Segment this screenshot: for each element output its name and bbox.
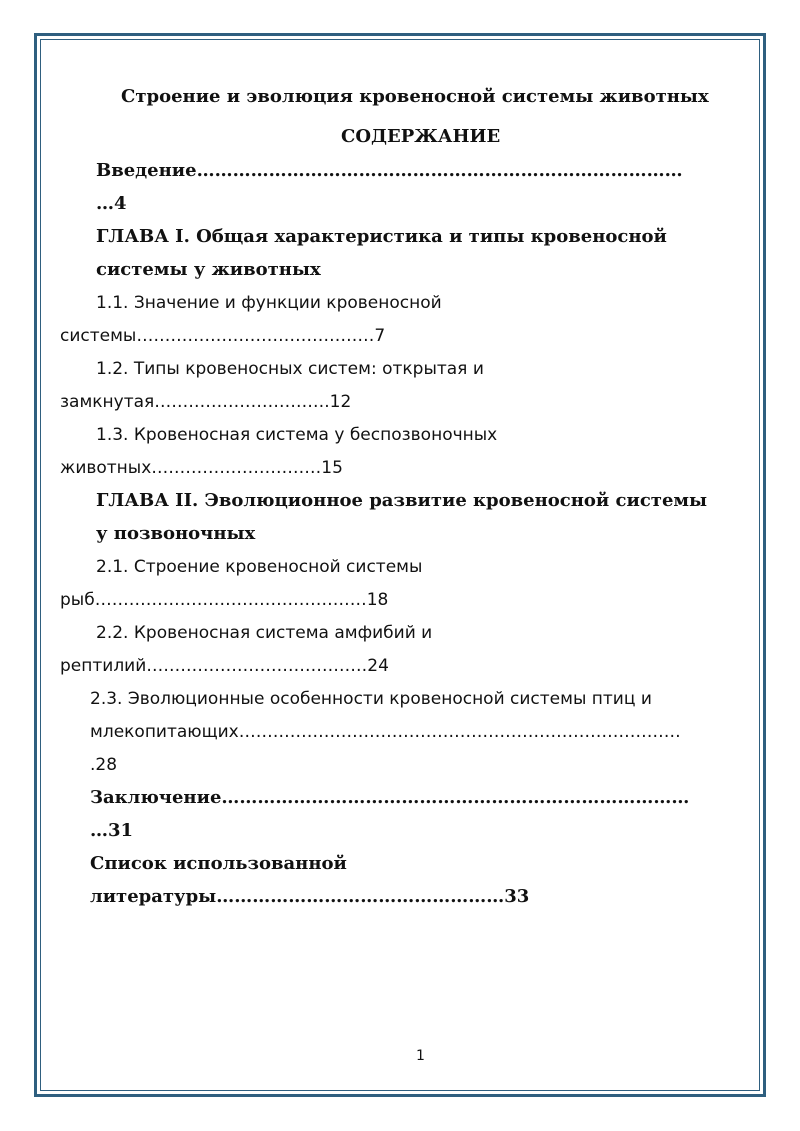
toc-item-2-1-page: рыб…………………………………………18 (60, 590, 389, 610)
toc-item-1-3: 1.3. Кровеносная система у беспозвоночных (96, 425, 498, 445)
toc-item-2-3: 2.3. Эволюционные особенности кровеносной системы птиц и (90, 689, 652, 709)
document-title: Строение и эволюция кровеносной системы животных (121, 86, 709, 107)
toc-chapter-1: ГЛАВА I. Общая характеристика и типы кровеносной (96, 226, 667, 247)
toc-item-1-1-page: системы……………………………………7 (60, 326, 386, 346)
toc-conclusion-page: …31 (90, 820, 134, 841)
toc-item-2-3-page: .28 (90, 755, 118, 775)
page-number: 1 (416, 1048, 425, 1064)
toc-bibliography-page: литературы…………………………………………33 (90, 886, 530, 907)
toc-chapter-2-cont: у позвоночных (96, 523, 256, 544)
toc-item-1-1: 1.1. Значение и функции кровеносной (96, 293, 442, 313)
toc-chapter-1-cont: системы у животных (96, 259, 321, 280)
toc-item-2-3-cont: млекопитающих…………………………………………………………………… (90, 722, 681, 742)
toc-item-2-1: 2.1. Строение кровеносной системы (96, 557, 423, 577)
toc-item-1-2-page: замкнутая………………………….12 (60, 392, 352, 412)
toc-item-1-2: 1.2. Типы кровеносных систем: открытая и (96, 359, 484, 379)
toc-conclusion: Заключение…………………………………………………………………… (90, 787, 690, 808)
toc-item-2-2-page: рептилий…………………………………24 (60, 656, 389, 676)
toc-introduction: Введение……………………………………………………………………… (96, 160, 683, 181)
toc-heading: СОДЕРЖАНИЕ (341, 126, 501, 147)
toc-item-1-3-page: животных…………………………15 (60, 458, 343, 478)
toc-chapter-2: ГЛАВА II. Эволюционное развитие кровеносной системы (96, 490, 708, 511)
toc-bibliography: Список использованной (90, 853, 347, 874)
toc-introduction-page: …4 (96, 193, 127, 214)
toc-item-2-2: 2.2. Кровеносная система амфибий и (96, 623, 433, 643)
